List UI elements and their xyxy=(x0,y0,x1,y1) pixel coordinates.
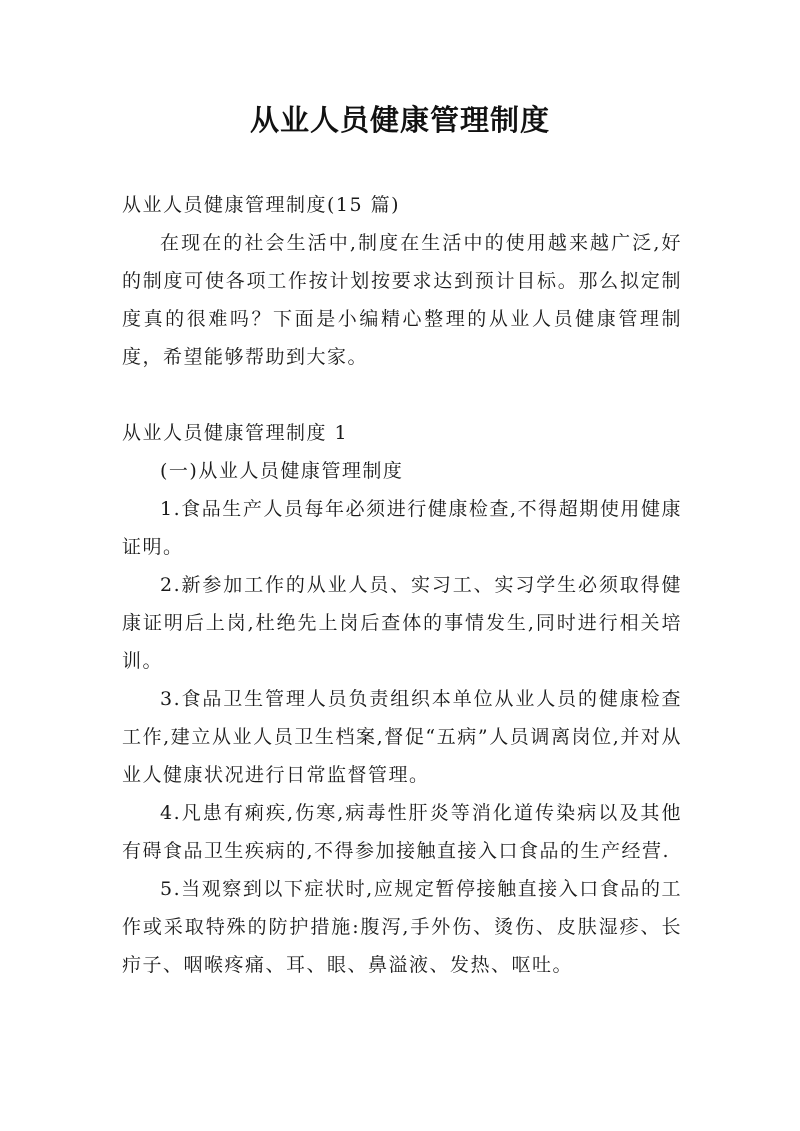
list-item: 4.凡患有痢疾,伤寒,病毒性肝炎等消化道传染病以及其他有碍食品卫生疾病的,不得参加接触直接入口食品的生产经营. xyxy=(122,802,682,862)
list-item: 1.食品生产人员每年必须进行健康检查,不得超期使用健康证明。 xyxy=(122,498,682,558)
list-item: 2.新参加工作的从业人员、实习工、实习学生必须取得健康证明后上岗,杜绝先上岗后查体的事情发生,同时进行相关培训。 xyxy=(122,574,682,672)
document-body xyxy=(122,186,682,984)
page-title: 从业人员健康管理制度 xyxy=(249,103,550,137)
list-item: 5.当观察到以下症状时,应规定暂停接触直接入口食品的工作或采取特殊的防护措施:腹泻,手外伤、烫伤、皮肤湿疹、长疖子、咽喉疼痛、耳、眼、鼻溢液、发热、呕吐。 xyxy=(122,878,682,976)
paragraph-spacer xyxy=(122,376,682,414)
list-item: 3.食品卫生管理人员负责组织本单位从业人员的健康检查工作,建立从业人员卫生档案,督促“五病”人员调离岗位,并对从业人健康状况进行日常监督管理。 xyxy=(122,688,682,786)
section-heading: 从业人员健康管理制度 1 xyxy=(122,422,349,444)
document-subtitle: 从业人员健康管理制度(15 篇) xyxy=(122,194,401,216)
subsection-heading: (一)从业人员健康管理制度 xyxy=(160,460,404,482)
intro-paragraph: 在现在的社会生活中,制度在生活中的使用越来越广泛,好的制度可使各项工作按计划按要求达到预计目标。那么拟定制度真的很难吗？下面是小编精心整理的从业人员健康管理制度，希望能够帮助到大家。 xyxy=(122,232,682,368)
